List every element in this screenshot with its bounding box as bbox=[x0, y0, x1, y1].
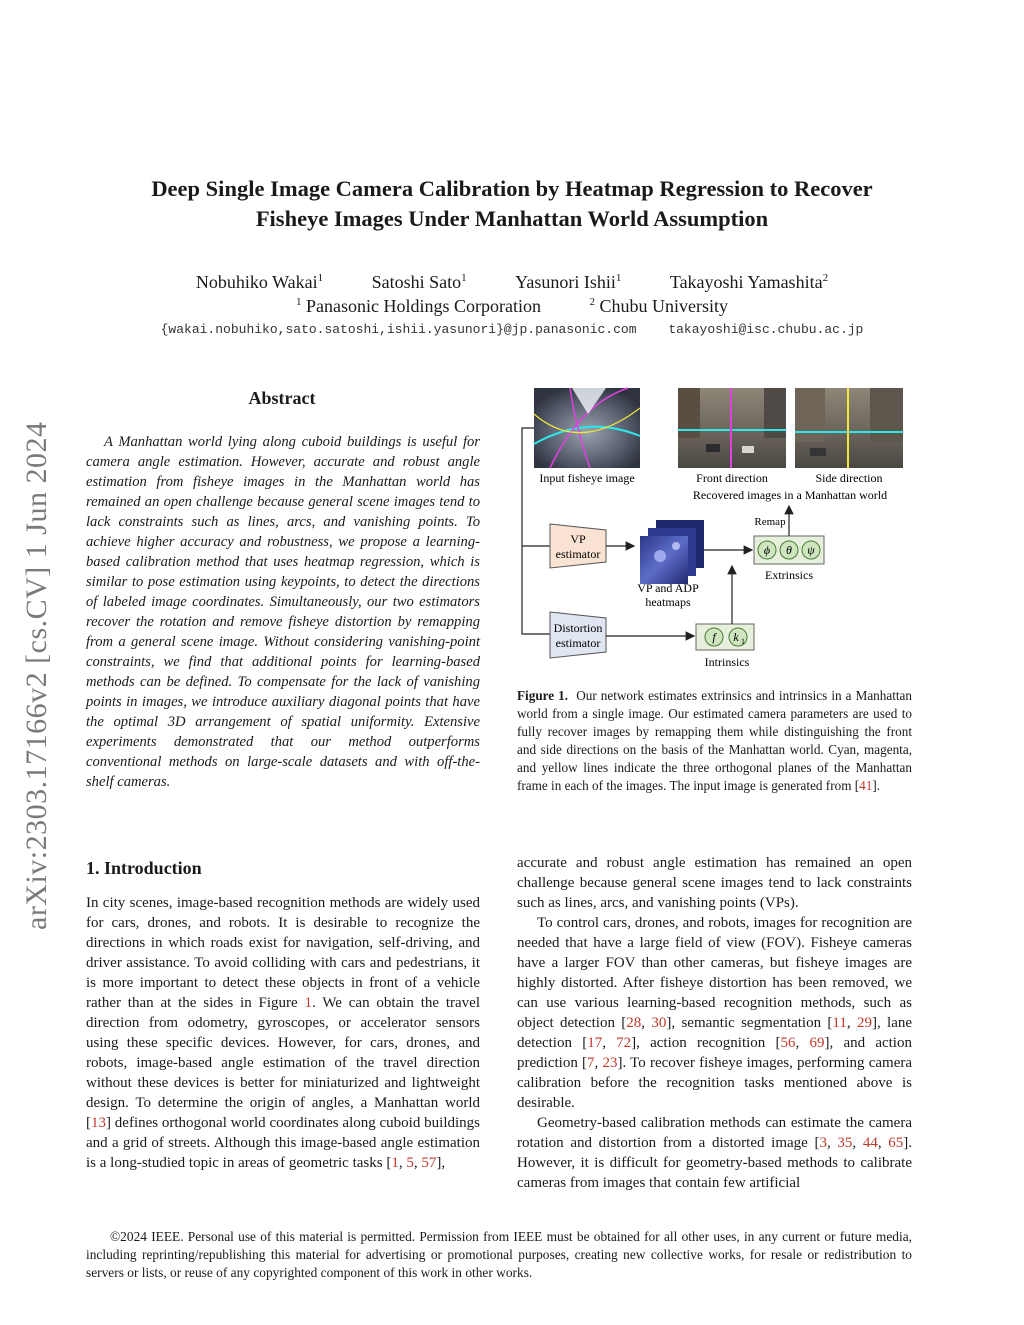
text-run: ], semantic segmentation [ bbox=[666, 1015, 833, 1031]
copyright-text: ©2024 IEEE. Personal use of this material is permitted. Permission from IEEE must be obtained for all other uses, in any current or future media, including reprinting/republishing this material for advertising or promotional purposes, creating new collective works, for resale or redistribution to servers or lists, or reuse of any copyrighted component of this work in other works. bbox=[86, 1229, 912, 1280]
citation-link[interactable]: 1 bbox=[304, 995, 313, 1011]
text-run: , bbox=[877, 1135, 889, 1151]
title-line-2: Fisheye Images Under Manhattan World Assumption bbox=[255, 206, 769, 231]
affiliation-mark: 2 bbox=[589, 296, 595, 308]
arxiv-stamp: arXiv:2303.17166v2 [cs.CV] 1 Jun 2024 bbox=[20, 421, 53, 930]
abstract-body bbox=[86, 432, 480, 792]
caption-citation[interactable]: 41 bbox=[859, 778, 873, 793]
citation-link[interactable]: 7 bbox=[587, 1055, 595, 1071]
recovered-images-label: Recovered images in a Manhattan world bbox=[692, 488, 888, 502]
paper-title bbox=[80, 174, 944, 234]
text-run: , bbox=[602, 1035, 617, 1051]
text-run: , bbox=[398, 1155, 407, 1171]
front-direction-label: Front direction bbox=[696, 471, 768, 485]
citation-link[interactable]: 44 bbox=[862, 1135, 878, 1151]
email-panasonic[interactable]: {wakai.nobuhiko,sato.satoshi,ishii.yasunori}@jp.panasonic.com bbox=[160, 322, 637, 337]
heatmap-label-1: VP and ADP bbox=[637, 581, 699, 595]
text-run: , bbox=[413, 1155, 422, 1171]
affiliation-name: Chubu University bbox=[599, 296, 728, 316]
vp-estimator-label-1: VP bbox=[570, 532, 586, 546]
intro-paragraph-2 bbox=[517, 913, 912, 1113]
intro-paragraph-3 bbox=[517, 1113, 912, 1193]
heatmap-label-2: heatmaps bbox=[645, 595, 691, 609]
distortion-estimator-block bbox=[550, 612, 606, 658]
text-run: ], action recognition [ bbox=[631, 1035, 781, 1051]
text-run: , bbox=[826, 1135, 838, 1151]
intro-paragraph-1-cont bbox=[517, 853, 912, 913]
copyright-notice bbox=[86, 1228, 912, 1282]
citation-link[interactable]: 57 bbox=[421, 1155, 437, 1171]
title-line-1: Deep Single Image Camera Calibration by Heatmap Regression to Recover bbox=[151, 176, 873, 201]
author-name: Yasunori Ishii bbox=[515, 272, 616, 292]
intro-right-column bbox=[517, 853, 912, 1193]
citation-link[interactable]: 23 bbox=[602, 1055, 618, 1071]
citation-link[interactable]: 30 bbox=[651, 1015, 667, 1031]
text-run: , bbox=[846, 1015, 857, 1031]
citation-link[interactable]: 13 bbox=[91, 1115, 106, 1131]
text-run: , bbox=[852, 1135, 863, 1151]
intro-left-column bbox=[86, 893, 480, 1173]
citation-link[interactable]: 35 bbox=[837, 1135, 853, 1151]
affiliation-mark: 1 bbox=[296, 296, 302, 308]
abstract-text: A Manhattan world lying along cuboid buildings is useful for camera angle estimation. However, accurate and robust angle estimation from fisheye images in the Manhattan world has remained an open challenge because general scene images tend to lack constraints such as lines, arcs, and vanishing points. To achieve higher accuracy and robustness, we propose a learning-based calibration method that uses heatmap regression, which is similar to pose estimation using keypoints, to detect the directions of labeled image coordinates. Simultaneously, our two estimators recover the rotation and remove fisheye distortion by remapping from a general scene image. Without considering vanishing-point constraints, we find that additional points for learning-based methods can be defined. To compensate for the lack of vanishing points in images, we introduce auxiliary diagonal points that have the optimal 3D arrangement of spatial uniformity. Extensive experiments demonstrated that our method outperforms conventional methods on large-scale datasets and with off-the-shelf cameras. bbox=[86, 434, 480, 790]
citation-link[interactable]: 11 bbox=[832, 1015, 847, 1031]
text-run: accurate and robust angle estimation has remained an open challenge because general scene images tend to lack constraints such as lines, arcs, and vanishing points (VPs). bbox=[517, 855, 912, 911]
text-run: , bbox=[641, 1015, 652, 1031]
caption-label: Figure 1. bbox=[517, 688, 569, 703]
citation-link[interactable]: 69 bbox=[809, 1035, 825, 1051]
text-run: . We can obtain the travel direction from odometry, gyroscopes, or accelerator sensors using these specific devices. However, for cars, drones, and robots, image-based angle estimation of the travel direction without these devices is better for miniaturized and lightweight design. To determine the origin of angles, a Manhattan world [ bbox=[86, 995, 481, 1131]
theta-symbol: θ bbox=[786, 543, 792, 557]
citation-link[interactable]: 65 bbox=[888, 1135, 904, 1151]
text-run: ]. To recover fisheye images, performing camera calibration before the recognition tasks mentioned above is desirable. bbox=[517, 1055, 913, 1111]
author-affil-mark: 1 bbox=[615, 272, 622, 284]
intrinsics-block bbox=[696, 624, 754, 650]
caption-text: Our network estimates extrinsics and intrinsics in a Manhattan world from a single image. Our estimated camera parameters are used to fully recover images by remapping them while distinguishing the front and side directions on the basis of the Manhattan world. Cyan, magenta, and yellow lines indicate the three orthogonal planes of the Manhattan frame in each of the images. The input image is generated from [ bbox=[517, 688, 912, 793]
citation-link[interactable]: 5 bbox=[406, 1155, 414, 1171]
intro-paragraph-1 bbox=[86, 893, 480, 1173]
distortion-estimator-label-2: estimator bbox=[555, 636, 601, 650]
citation-link[interactable]: 72 bbox=[616, 1035, 632, 1051]
citation-link[interactable]: 17 bbox=[587, 1035, 603, 1051]
input-fisheye-image bbox=[534, 388, 640, 468]
author-name: Satoshi Sato bbox=[371, 272, 462, 292]
side-direction-image bbox=[795, 388, 903, 468]
author-affil-mark: 1 bbox=[461, 272, 467, 284]
intro-heading: 1. Introduction bbox=[86, 858, 202, 878]
distortion-k-symbol: k bbox=[733, 630, 739, 644]
citation-link[interactable]: 28 bbox=[626, 1015, 642, 1031]
citation-link[interactable]: 29 bbox=[856, 1015, 872, 1031]
intrinsics-label: Intrinsics bbox=[704, 655, 750, 669]
figure-1-caption bbox=[517, 687, 912, 795]
phi-symbol: ϕ bbox=[763, 543, 771, 557]
focal-length-symbol: f bbox=[712, 630, 716, 644]
text-run: , bbox=[594, 1055, 603, 1071]
vp-estimator-block bbox=[550, 524, 606, 568]
k-subscript: 1 bbox=[741, 637, 745, 646]
text-run: , bbox=[795, 1035, 810, 1051]
author-affil-mark: 1 bbox=[317, 272, 324, 284]
vp-adp-heatmaps bbox=[640, 520, 704, 584]
affiliation bbox=[589, 294, 728, 318]
affiliation bbox=[296, 294, 541, 318]
text-run: ], bbox=[436, 1155, 446, 1171]
author bbox=[670, 270, 828, 294]
text-run: ], and action prediction [ bbox=[517, 1035, 912, 1071]
author-name: Takayoshi Yamashita bbox=[669, 272, 823, 292]
affiliation-name: Panasonic Holdings Corporation bbox=[306, 296, 541, 316]
citation-link[interactable]: 56 bbox=[780, 1035, 796, 1051]
remap-label: Remap bbox=[754, 516, 786, 528]
figure-1-diagram bbox=[510, 384, 920, 676]
author-block bbox=[80, 270, 944, 318]
citation-link[interactable]: 3 bbox=[819, 1135, 827, 1151]
author-affil-mark: 2 bbox=[822, 272, 829, 284]
affiliation-list bbox=[80, 294, 944, 318]
text-run: In city scenes, image-based recognition methods are widely used for cars, drones, and robots. It is desirable to recognize the directions in which roads exist for navigation, self-driving, and driver assistance. To avoid colliding with cars and pedestrians, it is more important to detect these objects in front of a vehicle rather than at the sides in Figure bbox=[86, 895, 480, 1011]
front-direction-image bbox=[678, 388, 786, 468]
extrinsics-label: Extrinsics bbox=[765, 568, 813, 582]
text-run: To control cars, drones, and robots, images for recognition are needed that have a large field of view (FOV). Fisheye cameras have a larger FOV than other cameras, but fisheye images are highly distorted. After fisheye distortion has been removed, we can use various learning-based recognition methods, such as object detection [ bbox=[517, 915, 912, 1031]
author bbox=[515, 270, 621, 294]
author bbox=[372, 270, 467, 294]
text-run: Geometry-based calibration methods can estimate the camera rotation and distortion from a distorted image [ bbox=[517, 1115, 912, 1151]
psi-symbol: ψ bbox=[807, 543, 815, 557]
distortion-estimator-label-1: Distortion bbox=[553, 621, 603, 635]
input-image-label: Input fisheye image bbox=[539, 471, 635, 485]
extrinsics-block bbox=[754, 536, 824, 564]
author-list bbox=[80, 270, 944, 294]
author-name: Nobuhiko Wakai bbox=[195, 272, 318, 292]
caption-end: ]. bbox=[872, 778, 881, 793]
email-chubu[interactable]: takayoshi@isc.chubu.ac.jp bbox=[668, 322, 864, 337]
author bbox=[196, 270, 323, 294]
abstract-heading: Abstract bbox=[248, 388, 316, 408]
text-run: ]. However, it is difficult for geometry-based methods to calibrate cameras from images that contain few artificial bbox=[517, 1135, 912, 1191]
text-run: ], lane detection [ bbox=[517, 1015, 913, 1051]
side-direction-label: Side direction bbox=[815, 471, 883, 485]
vp-estimator-label-2: estimator bbox=[555, 547, 601, 561]
text-run: ] defines orthogonal world coordinates along cuboid buildings and a grid of streets. Although this image-based angle estimation is a long-studied topic in areas of geometric tasks [ bbox=[86, 1115, 480, 1171]
email-line bbox=[60, 322, 964, 337]
citation-link[interactable]: 1 bbox=[391, 1155, 399, 1171]
